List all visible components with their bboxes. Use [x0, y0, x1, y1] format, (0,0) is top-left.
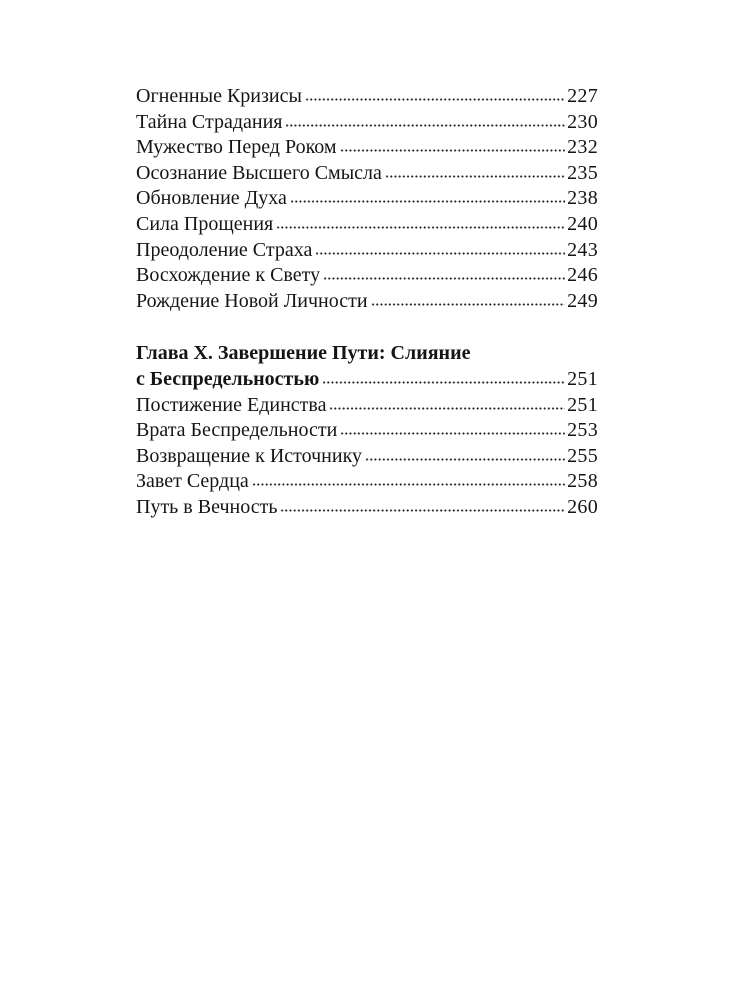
toc-entry-title: Обновление Духа: [136, 187, 287, 210]
toc-entry-page: 232: [567, 136, 598, 159]
dot-leader: [340, 149, 566, 152]
toc-entry-title: Путь в Вечность: [136, 495, 278, 518]
dot-leader: [252, 483, 565, 486]
dot-leader: [322, 381, 565, 384]
toc-entry[interactable]: [136, 263, 598, 289]
toc-entry-title: Врата Беспредельности: [136, 419, 338, 442]
toc-entry-title: Преодоление Страха: [136, 238, 313, 261]
chapter-heading-page: 251: [567, 367, 598, 390]
toc-entry[interactable]: [136, 469, 598, 495]
dot-leader: [340, 432, 565, 435]
toc-entry[interactable]: [136, 135, 598, 161]
chapter-heading-entry[interactable]: [136, 367, 598, 393]
toc-entry[interactable]: [136, 161, 598, 187]
toc-entry-title: Огненные Кризисы: [136, 85, 302, 107]
toc-entry-page: 251: [567, 393, 598, 416]
chapter-heading-line1[interactable]: Глава X. Завершение Пути: Слияние: [136, 342, 471, 365]
toc-entry-title: Восхождение к Свету: [136, 264, 321, 287]
toc-entry-page: 246: [567, 264, 598, 287]
toc-entry[interactable]: [136, 238, 598, 264]
toc-entry-page: 230: [567, 110, 598, 133]
toc-section-previous-chapter: [136, 84, 598, 314]
dot-leader: [280, 509, 565, 512]
toc-entry[interactable]: [136, 212, 598, 238]
toc-entry[interactable]: [136, 393, 598, 419]
dot-leader: [365, 458, 565, 461]
dot-leader: [305, 98, 565, 101]
toc-entry[interactable]: [136, 495, 598, 521]
toc-entry-page: 240: [567, 212, 598, 235]
toc-entry-page: 253: [567, 419, 598, 442]
toc-entry[interactable]: [136, 186, 598, 212]
dot-leader: [285, 124, 565, 127]
dot-leader: [385, 175, 565, 178]
dot-leader: [290, 200, 565, 203]
toc-entry-title: Постижение Единства: [136, 393, 327, 416]
dot-leader: [329, 407, 565, 410]
toc-entry-title: Возвращение к Источнику: [136, 444, 363, 467]
toc-entry-title: Осознание Высшего Смысла: [136, 161, 382, 184]
toc-entry[interactable]: [136, 110, 598, 136]
toc-entry-page: 238: [567, 187, 598, 210]
toc-entry-title: Рождение Новой Личности: [136, 289, 368, 312]
toc-entry-page: 243: [567, 238, 598, 261]
dot-leader: [315, 252, 565, 255]
toc-entry-page: 260: [567, 495, 598, 518]
table-of-contents: [136, 84, 598, 521]
toc-entry-page: 255: [567, 444, 598, 467]
toc-entry[interactable]: [136, 84, 598, 110]
toc-entry[interactable]: [136, 418, 598, 444]
toc-entry-title: Завет Сердца: [136, 470, 249, 493]
chapter-heading-line2: с Беспредельностью: [136, 367, 320, 390]
toc-entry-title: Тайна Страдания: [136, 110, 283, 133]
toc-entry-title: Сила Прощения: [136, 212, 274, 235]
toc-entry[interactable]: [136, 289, 598, 315]
toc-chapter-10: [136, 341, 598, 520]
toc-entry-page: 227: [567, 85, 598, 107]
dot-leader: [276, 226, 565, 229]
toc-entry-page: 258: [567, 470, 598, 493]
toc-entry-title: Мужество Перед Роком: [136, 136, 337, 159]
toc-entry-page: 235: [567, 161, 598, 184]
dot-leader: [323, 277, 565, 280]
toc-entry-page: 249: [567, 289, 598, 312]
dot-leader: [371, 303, 566, 306]
toc-entry[interactable]: [136, 444, 598, 470]
